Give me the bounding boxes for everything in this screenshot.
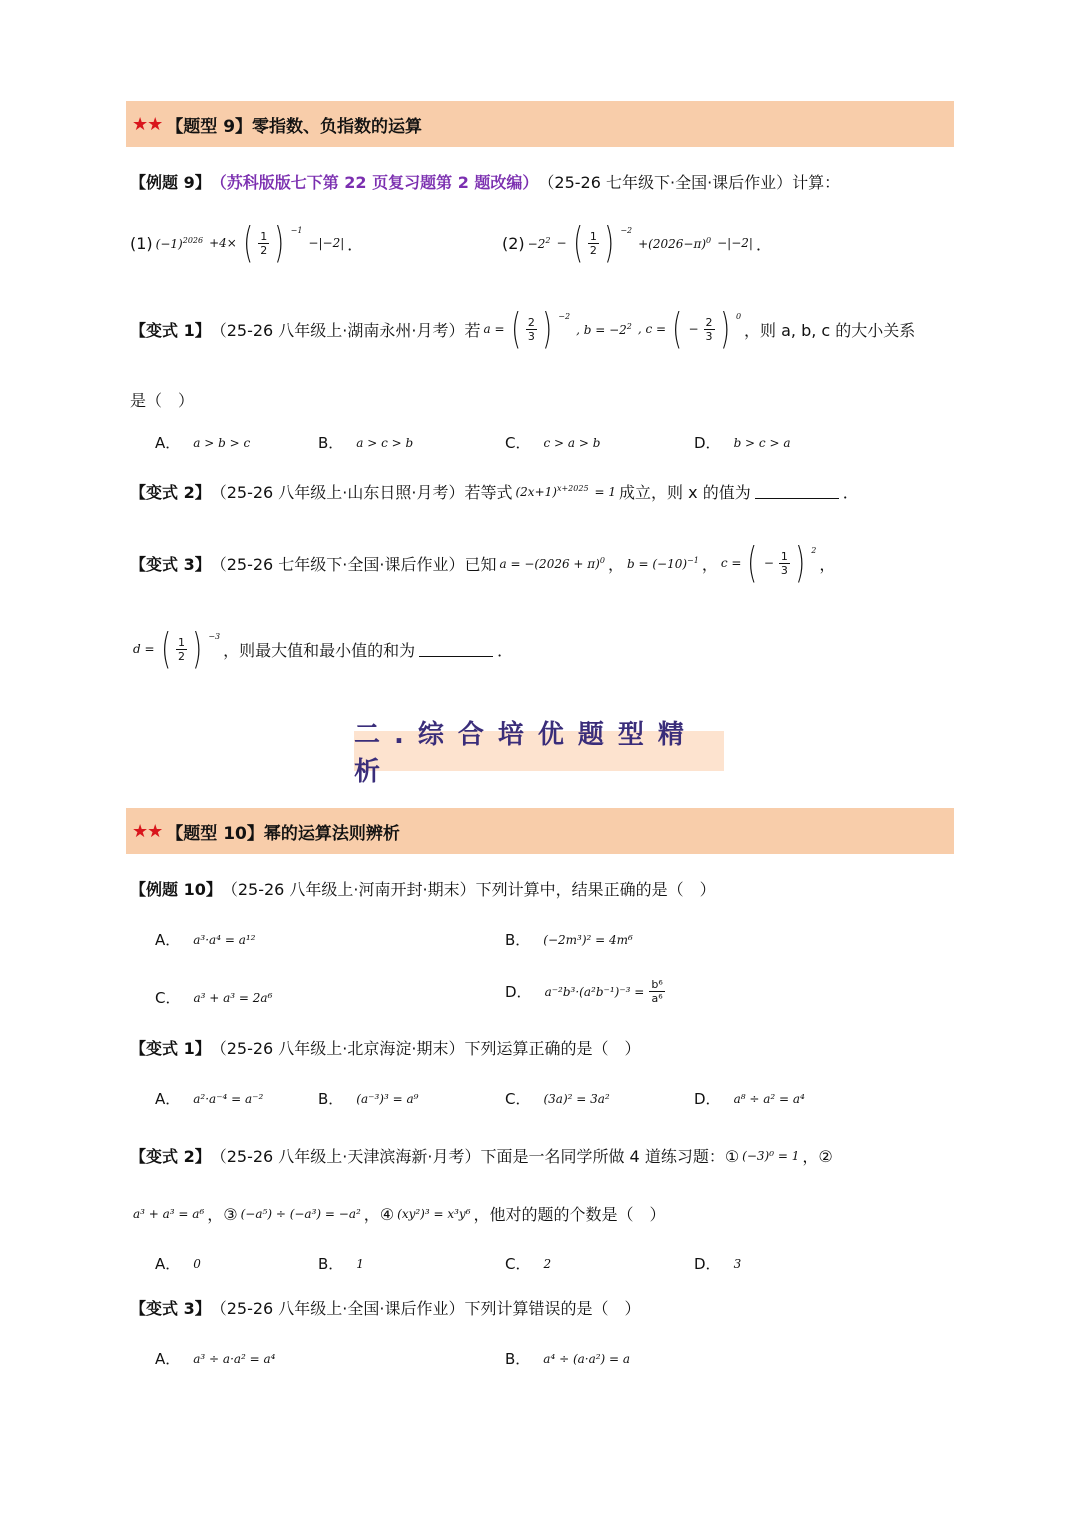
ex10var3-option-b[interactable]: B． a⁴ ÷ (a·a²) = a [505,1350,631,1368]
math-term: −|−2| [308,236,345,250]
math-term: , c = [637,322,667,336]
math-term: +4× [209,236,237,250]
math-term: c = [720,556,742,570]
ex10var2-context: （25-26 八年级上·天津滨海新·月考）下面是一名同学所做 4 道练习题：① [210,1147,740,1166]
var3-question: 【变式 3】 （25-26 七年级下·全国·课后作业）已知 $a = -(2026 + \pi)^0$ ， $b = (-10)^{-1}$ ， c = ( − $\frac{1}{3}$ ) $^2$ ， [130,538,836,587]
exponent: 2 [811,546,817,555]
math-term: −2 [527,236,546,251]
math-term: − [688,322,699,336]
var3-tag: 【变式 3】 [130,554,211,574]
example9-question [130,170,840,193]
exponent: 2026 [182,235,204,245]
var3-tail: ，则最大值和最小值的和为 [223,640,416,660]
punctuation: ． [842,483,859,502]
example9-tag: 【例题 9】 [130,173,211,192]
exponent: −1 [687,555,699,565]
punctuation: ， [607,554,624,574]
math-term: , b = −2 [576,322,627,337]
ex10var1-question [130,1036,640,1059]
var2-context: （25-26 八年级上·山东日照·月考）若等式 [210,483,513,502]
punctuation: ， [701,554,718,574]
example10-option-b[interactable]: B． (−2m³)² = 4m⁶ [505,931,633,949]
type9-header [126,101,954,147]
math-term: (−1) [155,236,183,251]
math-term: +(2026−π) [638,236,707,251]
example10-option-d[interactable]: D． a⁻²b³·(a²b⁻¹)⁻³ = $\frac{\text{b⁶}}{\text{a⁶}}$ [505,978,663,1005]
math-term: (xy²)³ = x³y⁶ [397,1206,471,1221]
part-label: (2) [502,233,525,253]
math-term: b = (−10) [626,556,688,571]
var1-line2: 是（ ） [130,391,195,410]
math-term: − [763,556,774,570]
var1-tag: 【变式 1】 [130,320,211,340]
ex10var3-tag: 【变式 3】 [130,1299,211,1318]
ex10var2-option-b[interactable]: B． 1 [318,1255,364,1273]
var3-line2: d = ( $\frac{1}{2}$ ) $^{-3}$ ，则最大值和最小值的和为 ． [133,624,514,673]
part-label: (1) [130,233,153,253]
ex10var1-option-a[interactable]: A． a²·a⁻⁴ = a⁻² [155,1090,264,1108]
ex10var2-tail: ，他对的题的个数是（ ） [473,1205,666,1224]
exponent: 0 [735,312,742,321]
example10-tag: 【例题 10】 [130,880,222,899]
fraction: $\frac{2}{3}$ [527,315,535,343]
ex10var3-question [130,1296,640,1319]
fraction: $\frac{2}{3}$ [705,315,713,343]
math-term: d = [133,642,155,656]
section2-title: 二.综合培优题型精析 [354,731,724,771]
math-term: = 1 [594,484,617,499]
type10-header [126,808,954,854]
var1-context: （25-26 八年级上·湖南永州·月考）若 [210,320,481,340]
var1-tail: ，则 a, b, c 的大小关系 [744,320,916,340]
punctuation: ，③ [207,1205,238,1224]
punctuation: ，② [802,1147,833,1166]
example10-context: （25-26 八年级上·河南开封·期末）下列计算中，结果正确的是（ ） [221,880,716,899]
var1-option-b[interactable]: B． a > c > b [318,434,414,452]
punctuation: ． [347,234,364,254]
ex10var1-tag: 【变式 1】 [130,1039,211,1058]
math-term: (−a⁵) ÷ (−a³) = −a² [240,1206,361,1221]
ex10var2-tag: 【变式 2】 [130,1147,211,1166]
var2-question [130,480,859,503]
star-icon: ★★ [132,113,163,135]
var1-option-a[interactable]: A． a > b > c [155,434,251,452]
math-term: a = −(2026 + π) [499,556,600,571]
var1-question: 【变式 1】 （25-26 八年级上·湖南永州·月考）若 a = ( $\frac{2}{3}$ ) $^{-2}$ , $b = -2^2$ , c = ( − $\frac{2}{3}$ ) $^0$ ，则 a, b, c 的大小关系 [130,304,916,353]
math-term: a³ + a³ = a⁶ [133,1206,205,1221]
fraction: $\frac{\text{b⁶}}{\text{a⁶}}$ [651,978,663,1005]
exponent: −1 [290,226,303,235]
ex10var2-option-a[interactable]: A． 0 [155,1255,201,1273]
fraction: $\frac{1}{2}$ [177,635,185,663]
exponent: 0 [599,555,605,565]
ex10var1-option-c[interactable]: C． (3a)² = 3a² [505,1090,610,1108]
ex10var1-option-b[interactable]: B． (a⁻³)³ = a⁹ [318,1090,419,1108]
example10-question [130,877,716,900]
ex10var2-question [130,1144,833,1167]
example9-source: （苏科版版七下第 22 页复习题第 2 题改编） [210,173,539,192]
exponent: 0 [706,235,712,245]
fraction: $\frac{1}{3}$ [780,549,788,577]
punctuation: ． [497,640,514,660]
star-icon: ★★ [132,820,163,842]
math-term: (2x+1) [515,485,557,499]
type10-title: 【题型 10】幂的运算法则辨析 [166,823,400,844]
example9-context: （25-26 七年级下·全国·课后作业）计算： [538,173,841,192]
exponent: −2 [620,226,633,235]
ex10var2-option-d[interactable]: D． 3 [694,1255,742,1273]
fraction: $\frac{1}{2}$ [589,229,597,257]
ex10var1-option-d[interactable]: D． a⁸ ÷ a² = a⁴ [694,1090,805,1108]
answer-blank[interactable] [755,484,839,499]
type9-title: 【题型 9】零指数、负指数的运算 [166,116,423,137]
var1-option-c[interactable]: C． c > a > b [505,434,601,452]
punctuation: ，④ [363,1205,395,1224]
ex10var1-context: （25-26 八年级上·北京海淀·期末）下列运算正确的是（ ） [210,1039,641,1058]
exponent: −3 [208,632,221,641]
example9-part1: (1) $(-1)^{2026}$ +4× ( $\frac{1}{2}$ ) $^{-1}$ −|−2| ． [130,218,364,267]
var3-context: （25-26 七年级下·全国·课后作业）已知 [210,554,497,574]
answer-blank[interactable] [419,642,493,657]
ex10var2-option-c[interactable]: C． 2 [505,1255,552,1273]
punctuation: ． [755,234,772,254]
math-term: a = [483,322,505,336]
var2-tag: 【变式 2】 [130,483,211,502]
punctuation: ， [819,554,836,574]
example10-option-c[interactable]: C． a³ + a³ = 2a⁶ [155,989,273,1007]
var1-option-d[interactable]: D． b > c > a [694,434,791,452]
ex10var3-option-a[interactable]: A． a³ ÷ a·a² = a⁴ [155,1350,276,1368]
math-term: − [556,236,567,250]
fraction: $\frac{1}{2}$ [260,229,268,257]
exponent: −2 [558,312,571,321]
example9-part2: (2) $-2^2$ − ( $\frac{1}{2}$ ) $^{-2}$ $+(2026-\pi)^0$ −|−2| ． [502,218,772,267]
ex10var3-context: （25-26 八年级上·全国·课后作业）下列计算错误的是（ ） [210,1299,641,1318]
exponent: x+2025 [556,484,589,493]
math-term: (−3)⁰ = 1 [742,1148,800,1163]
exponent: 2 [545,235,551,245]
var2-tail: 成立，则 x 的值为 [619,483,751,502]
math-term: −|−2| [717,236,753,250]
exponent: 2 [626,321,632,331]
ex10var2-line2 [130,1202,666,1225]
example10-option-a[interactable]: A． a³·a⁴ = a¹² [155,931,256,949]
